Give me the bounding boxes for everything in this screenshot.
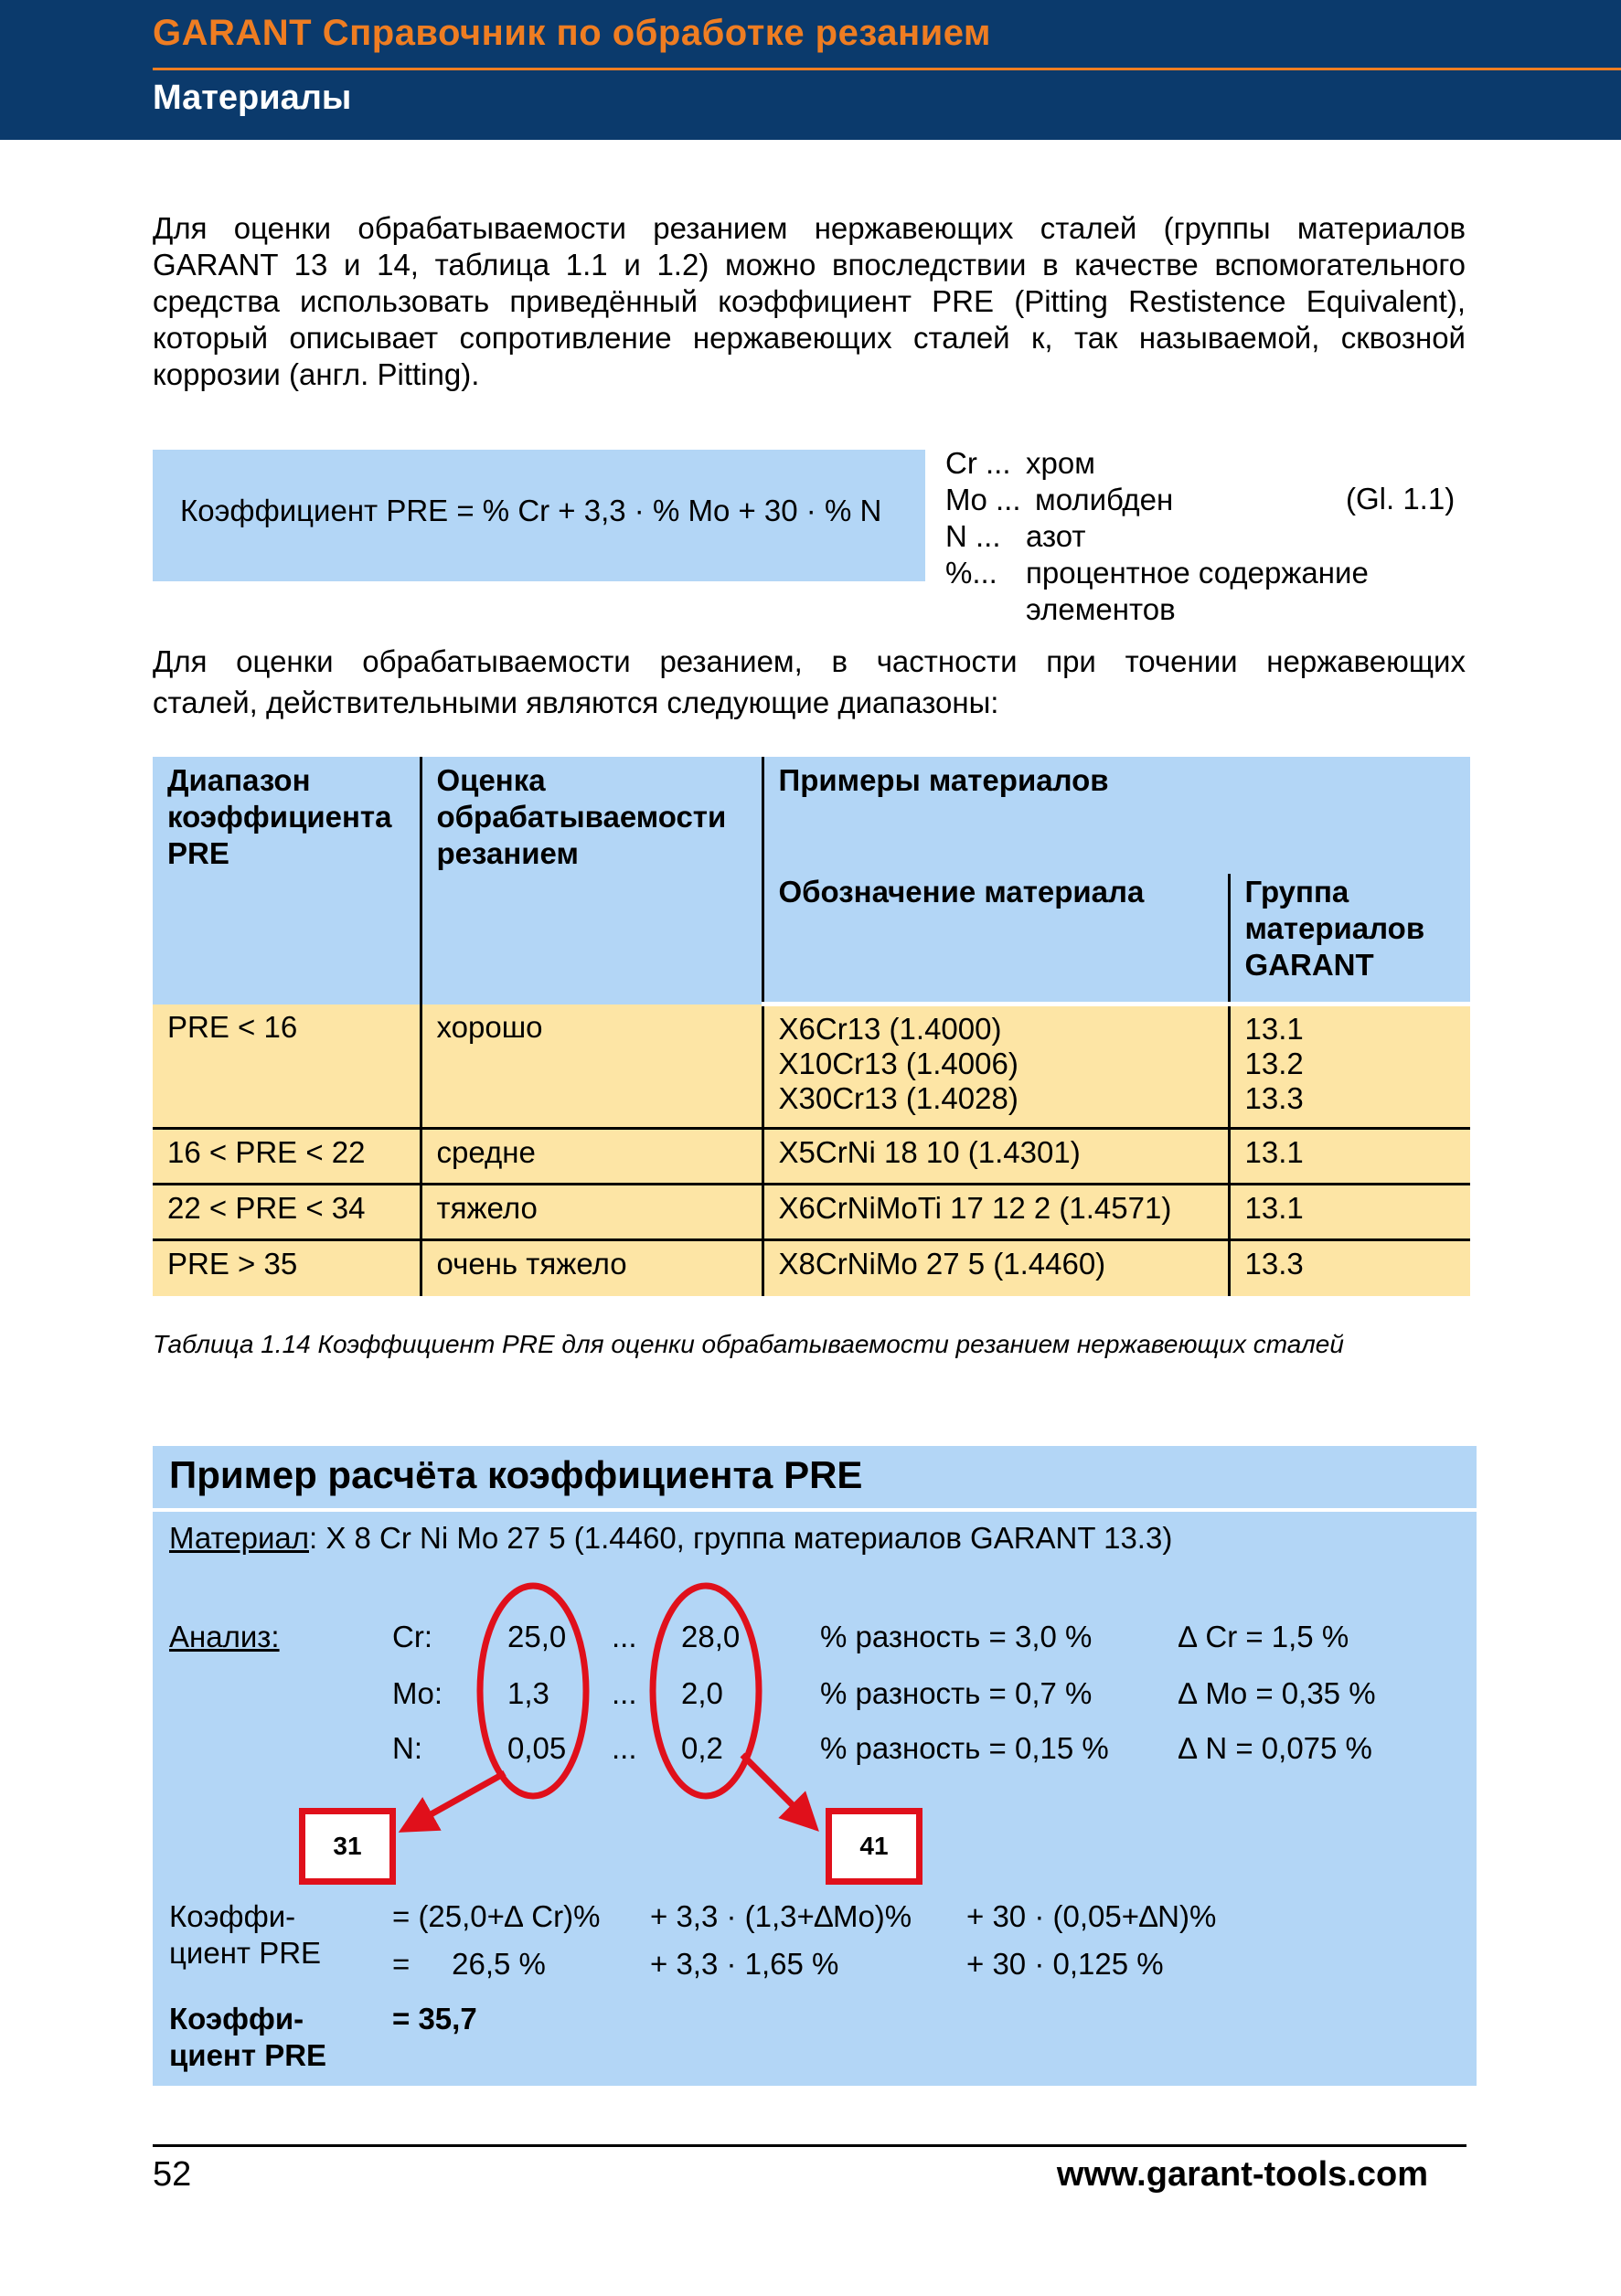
analysis-delta: ∆ Cr = 1,5 % [1178, 1620, 1349, 1653]
legend-key [945, 591, 1026, 628]
analysis-dots: ... [612, 1620, 637, 1653]
table-row [153, 1239, 1470, 1296]
legend-key: N ... [945, 519, 1001, 553]
intro-line: средства использовать приведённый коэффициент PRE (Pitting Restistence Equivalent), [153, 284, 1466, 318]
legend-value: молибден [1035, 483, 1174, 516]
legend-key: Mo ... [945, 483, 1021, 516]
example-box [153, 1446, 1477, 2086]
result-label-1: Коэффи- [169, 2002, 304, 2036]
cell-materials [763, 1004, 1229, 1129]
calc-term: = 26,5 % [392, 1947, 546, 1981]
cell-materials: X5CrNi 18 10 (1.4301) [763, 1128, 1229, 1184]
analysis-element: Mo: [392, 1676, 443, 1710]
cell-range: 22 < PRE < 34 [153, 1184, 421, 1239]
result-label-2: циент PRE [169, 2038, 327, 2072]
cell-rating: хорошо [421, 1004, 763, 1129]
legend-value: азот [1026, 519, 1086, 553]
intro-line: коррозии (англ. Pitting). [153, 357, 480, 391]
analysis-dots: ... [612, 1731, 637, 1765]
pre-table [153, 757, 1470, 1296]
intro-paragraph [153, 210, 1466, 393]
intro-line: который описывает сопротивление нержавеющих сталей к, так называемой, сквозной [153, 321, 1466, 355]
annotation-box-right: 41 [826, 1808, 922, 1885]
cell-range: PRE > 35 [153, 1239, 421, 1296]
material-value: : X 8 Cr Ni Mo 27 5 (1.4460, группа материалов GARANT 13.3) [308, 1521, 1173, 1555]
cell-groups [1229, 1004, 1470, 1129]
material-label: Материал [169, 1521, 309, 1555]
result-value: = 35,7 [392, 2002, 477, 2036]
calc-term: + 3,3 · 1,65 % [650, 1947, 839, 1981]
analysis-dots: ... [612, 1676, 637, 1710]
analysis-diff: % разность = 3,0 % [820, 1620, 1093, 1653]
annotation-box-left: 31 [299, 1808, 396, 1885]
legend-row [945, 445, 1369, 482]
range-line: Для оценки обрабатываемости резанием, в частности при точении нержавеющих [153, 644, 1466, 678]
cell-range: 16 < PRE < 22 [153, 1128, 421, 1184]
legend-row [945, 555, 1369, 591]
header-designation: Обозначение материала [763, 874, 1229, 1004]
page-number: 52 [153, 2155, 192, 2194]
cell-groups: 13.3 [1229, 1239, 1470, 1296]
legend-row [945, 518, 1369, 555]
legend-key: %... [945, 556, 997, 590]
range-line: сталей, действительными являются следующие диапазоны: [153, 686, 999, 719]
intro-line: Для оценки обрабатываемости резанием нержавеющих сталей (группы материалов [153, 211, 1466, 245]
analysis-max: 0,2 [681, 1731, 723, 1765]
analysis-min: 25,0 [507, 1620, 567, 1653]
website-link[interactable]: www.garant-tools.com [1056, 2155, 1428, 2194]
coef-label-1: Коэффи- [169, 1899, 296, 1933]
header-examples: Примеры материалов [763, 757, 1470, 874]
legend-key: Cr ... [945, 446, 1011, 480]
legend-value: процентное содержание [1026, 556, 1369, 590]
material-item: X6Cr13 (1.4000) [778, 1012, 1002, 1046]
header-subtitle: Материалы [153, 79, 352, 117]
cell-groups: 13.1 [1229, 1128, 1470, 1184]
formula-box [153, 450, 925, 581]
analysis-diff: % разность = 0,7 % [820, 1676, 1093, 1710]
analysis-min: 0,05 [507, 1731, 567, 1765]
formula-text: Коэффициент PRE = % Cr + 3,3 · % Mo + 30 · % N [180, 494, 882, 527]
cell-materials: X6CrNiMoTi 17 12 2 (1.4571) [763, 1184, 1229, 1239]
header-range: Диапазон коэффициента PRE [153, 757, 421, 1004]
material-item: X30Cr13 (1.4028) [778, 1081, 1018, 1115]
analysis-min: 1,3 [507, 1676, 549, 1710]
header-title: GARANT Справочник по обработке резанием [153, 13, 992, 53]
material-line [169, 1521, 1172, 1556]
cell-range: PRE < 16 [153, 1004, 421, 1129]
legend-value: хром [1026, 446, 1095, 480]
group-item: 13.3 [1244, 1081, 1304, 1115]
legend-row [945, 591, 1369, 628]
analysis-label: Анализ: [169, 1620, 280, 1653]
material-item: X10Cr13 (1.4006) [778, 1047, 1018, 1080]
table-caption: Таблица 1.14 Коэффициент PRE для оценки обрабатываемости резанием нержавеющих сталей [153, 1330, 1344, 1358]
cell-rating: тяжело [421, 1184, 763, 1239]
analysis-element: N: [392, 1731, 422, 1765]
header-rating: Оценка обрабатываемости резанием [421, 757, 763, 1004]
table-row [153, 1184, 1470, 1239]
cell-rating: очень тяжело [421, 1239, 763, 1296]
group-item: 13.2 [1244, 1047, 1304, 1080]
analysis-element: Cr: [392, 1620, 432, 1653]
analysis-max: 28,0 [681, 1620, 741, 1653]
example-header [153, 1446, 1477, 1512]
calc-term: + 30 · 0,125 % [966, 1947, 1164, 1981]
header-divider [153, 68, 1621, 70]
legend-row [945, 482, 1369, 518]
table-row [153, 1128, 1470, 1184]
analysis-max: 2,0 [681, 1676, 723, 1710]
cell-groups: 13.1 [1229, 1184, 1470, 1239]
intro-line: GARANT 13 и 14, таблица 1.1 и 1.2) можно впоследствии в качестве вспомогательного [153, 248, 1466, 282]
table-row [153, 1004, 1470, 1129]
coef-label-2: циент PRE [169, 1936, 322, 1970]
page-header [0, 0, 1621, 140]
calc-term: + 30 · (0,05+∆N)% [966, 1899, 1217, 1933]
cell-materials: X8CrNiMo 27 5 (1.4460) [763, 1239, 1229, 1296]
range-paragraph [153, 641, 1466, 723]
calc-term: = (25,0+∆ Cr)% [392, 1899, 601, 1933]
analysis-delta: ∆ Mo = 0,35 % [1178, 1676, 1376, 1710]
calc-term: + 3,3 · (1,3+∆Mo)% [650, 1899, 912, 1933]
example-title: Пример расчёта коэффициента PRE [169, 1453, 863, 1496]
legend-value: элементов [1026, 592, 1176, 626]
analysis-delta: ∆ N = 0,075 % [1178, 1731, 1372, 1765]
formula-legend [945, 445, 1369, 628]
header-group: Группа материалов GARANT [1229, 874, 1470, 1004]
equation-reference: (Gl. 1.1) [1346, 482, 1456, 516]
footer-divider [153, 2144, 1466, 2147]
cell-rating: средне [421, 1128, 763, 1184]
analysis-diff: % разность = 0,15 % [820, 1731, 1109, 1765]
group-item: 13.1 [1244, 1012, 1304, 1046]
